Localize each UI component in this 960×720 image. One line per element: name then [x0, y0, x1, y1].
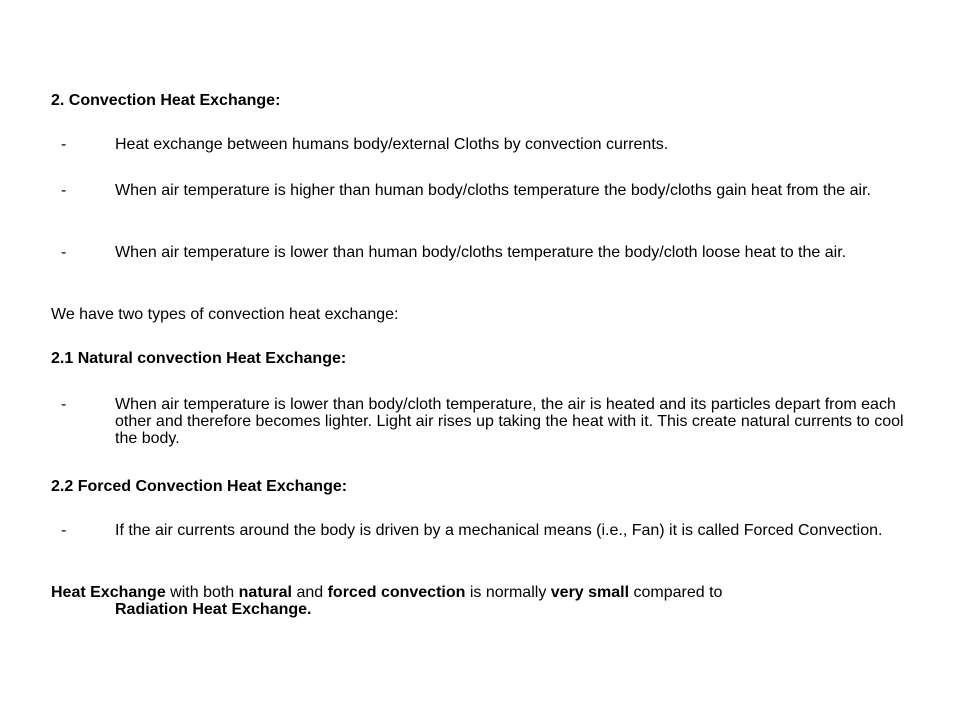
summary-paragraph [51, 584, 911, 618]
bullet-dash: - [61, 136, 67, 153]
summary-bold: very small [550, 584, 630, 601]
summary-bold: natural [238, 584, 292, 601]
bullet-text: When air temperature is higher than human body/cloths temperature the body/cloths gain heat from the air. [115, 182, 871, 199]
bullet-text: When air temperature is lower than human body/cloths temperature the body/cloth loose heat to the air. [115, 244, 847, 261]
bullet-text: When air temperature is lower than body/cloth temperature, the air is heated and its particles depart from each other and therefore becomes lighter. Light air rises up taking the heat with it. This create natural currents to cool the body. [115, 396, 904, 447]
bullet-dash: - [61, 244, 67, 261]
summary-bold: forced convection [327, 584, 466, 601]
section-2-2-title: 2.2 Forced Convection Heat Exchange: [51, 478, 348, 495]
types-intro: We have two types of convection heat exchange: [51, 306, 399, 323]
bullet-dash: - [61, 522, 67, 539]
summary-bold: Radiation Heat Exchange. [115, 601, 312, 618]
summary-text: compared to [629, 584, 723, 601]
summary-text: is normally [465, 584, 551, 601]
summary-bold: Heat Exchange [51, 584, 166, 601]
summary-text: with both [165, 584, 239, 601]
bullet-dash: - [61, 182, 67, 199]
summary-text: and [292, 584, 328, 601]
section-2-title: 2. Convection Heat Exchange: [51, 92, 281, 109]
bullet-text: If the air currents around the body is driven by a mechanical means (i.e., Fan) it is called Forced Convection. [115, 522, 883, 539]
bullet-dash: - [61, 396, 67, 413]
bullet-text: Heat exchange between humans body/external Cloths by convection currents. [115, 136, 669, 153]
section-2-1-title: 2.1 Natural convection Heat Exchange: [51, 350, 347, 367]
